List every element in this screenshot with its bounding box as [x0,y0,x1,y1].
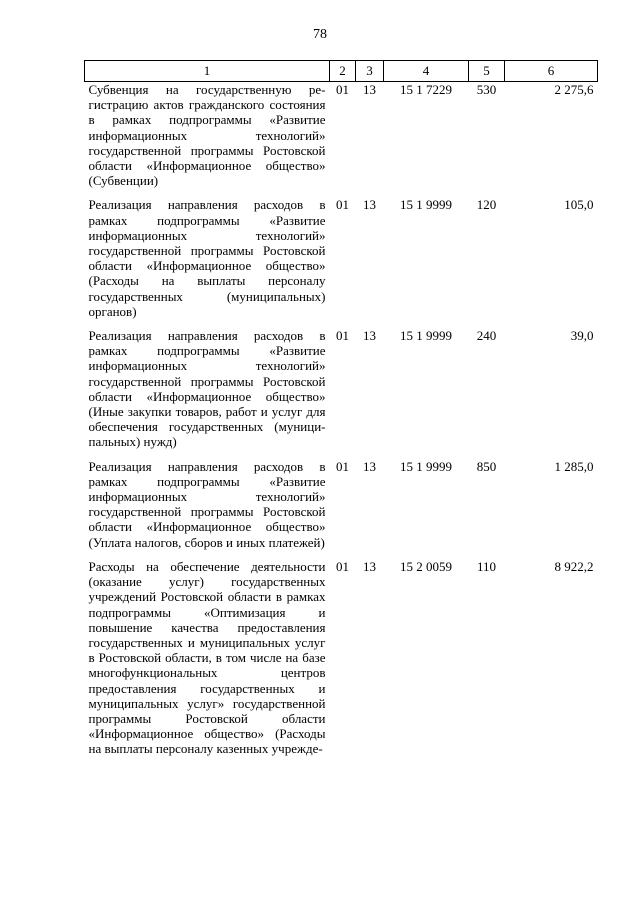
row-article: 15 1 9999 [400,328,452,344]
header-expense-type: 5 [469,61,505,82]
row-article: 15 1 9999 [400,197,452,213]
row-expense-type: 850 [476,458,497,474]
row-name: Реализация направления расходов в рамках подпрограммы «Развитие информационных технологий» государственной программы Ростовской области «Информационное общество» (Уплата налогов, сборов и иных платежей) [88,458,326,550]
row-name: Субвенция на государственную регистрацию актов гражданского состояния в рамках подпрограммы «Развитие информационных технологий» государственной программы Ростовской области «Информационное общество» (Субвенции) [88,82,326,189]
row-subsection: 13 [363,82,376,97]
table-header-row [85,61,598,82]
row-name: Реализация направления расходов в рамках подпрограммы «Развитие информационных технологий» государственной программы Ростовской области «Информационное общество» (Иные закупки товаров, работ и услуг для обеспечения государственных (муниципальных) нужд) [88,328,326,450]
table-row [85,197,598,328]
header-article: 4 [384,61,469,82]
header-name: 1 [85,61,330,82]
row-subsection: 13 [363,197,376,213]
table-row [85,459,598,559]
page-number: 78 [313,27,327,42]
row-amount: 39,0 [570,328,594,344]
row-amount: 8 922,2 [554,558,594,574]
row-amount: 1 285,0 [554,458,594,474]
row-subsection: 13 [363,558,376,574]
header-section: 2 [330,61,356,82]
row-expense-type: 530 [476,82,497,97]
row-article: 15 2 0059 [400,558,452,574]
row-amount: 2 275,6 [554,82,594,97]
row-name: Расходы на обеспечение деятельности (оказание услуг) государственных учреждений Ростовской области в рамках подпрограммы «Оптимизация и повышение качества предоставления государственных и муниципальных услуг в Ростовской области, в том числе на базе многофункциональных центров предоставления государственных и муниципальных услуг» государственной программы Ростовской области «Информационное общество» (Расходы на выплаты персоналу казенных учрежде- [88,558,326,757]
row-name: Реализация направления расходов в рамках подпрограммы «Развитие информационных технологий» государственной программы Ростовской области «Информационное общество» (Расходы на выплаты персоналу государственных (муниципальных) органов) [88,197,326,319]
row-expense-type: 120 [476,197,497,213]
row-section: 01 [336,458,349,474]
row-subsection: 13 [363,458,376,474]
table-row [85,328,598,459]
header-amount: 6 [505,61,598,82]
row-article: 15 1 7229 [400,82,452,97]
header-subsection: 3 [356,61,384,82]
row-expense-type: 110 [476,558,497,574]
row-section: 01 [336,82,349,97]
row-section: 01 [336,558,349,574]
row-expense-type: 240 [476,328,497,344]
budget-table [84,60,598,766]
table-row [85,82,598,198]
row-section: 01 [336,328,349,344]
row-section: 01 [336,197,349,213]
row-subsection: 13 [363,328,376,344]
row-article: 15 1 9999 [400,458,452,474]
row-amount: 105,0 [564,197,594,213]
table-row [85,559,598,766]
